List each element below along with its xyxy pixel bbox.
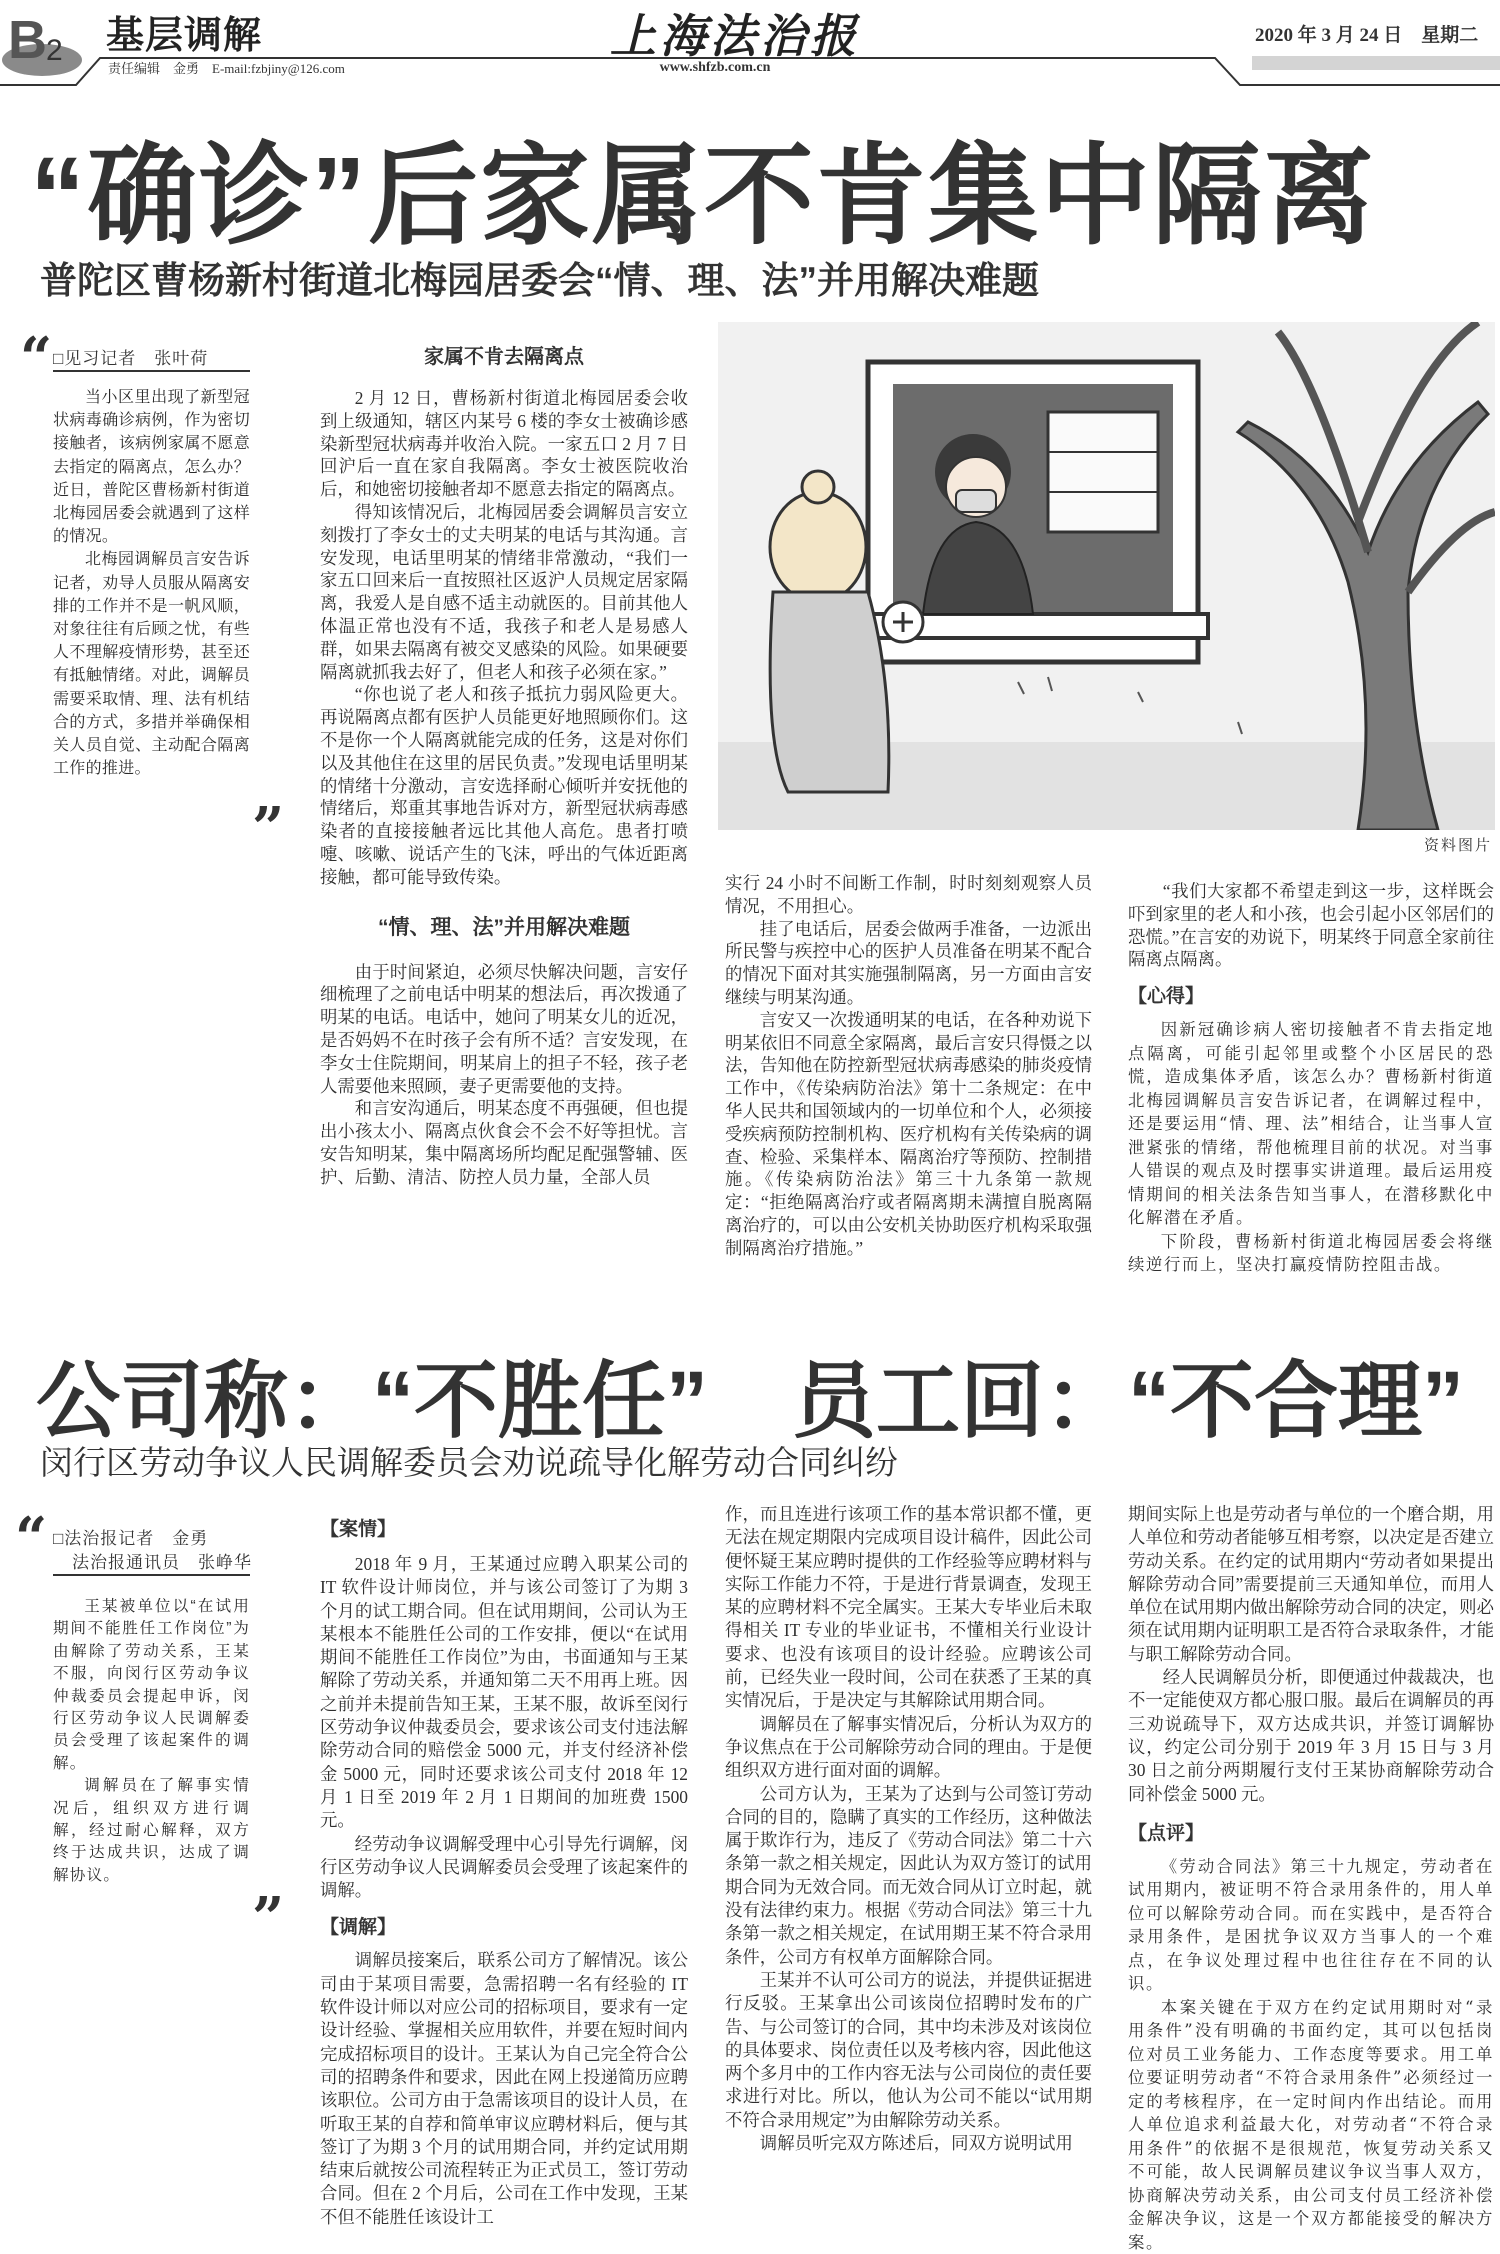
comment-paragraph: 《劳动合同法》第三十九规定，劳动者在试用期内，被证明不符合录用条件的，用人单位可以解除劳动合同。而在实践中，是否符合录用条件，是困扰争议双方当事人的一个难点，在争议处理过程中也往往存在不同的认识。 bbox=[1128, 1856, 1494, 1994]
paragraph: “我们大家都不希望走到这一步，这样既会吓到家里的老人和小孩，也会引起小区邻居们的恐慌。”在言安的劝说下，明某终于同意全家前往隔离点隔离。 bbox=[1128, 881, 1494, 970]
paragraph: 2 月 12 日，曹杨新村街道北梅园居委会收到上级通知，辖区内某号 6 楼的李女士被确诊感染新型冠状病毒并收治入院。一家五口 2 月 7 日回沪后一直在家自我隔离。李女士被医院收治后，和她密切接触者却不愿意去指定的隔离点。 bbox=[320, 388, 688, 500]
subheading-emotion-reason-law: “情、理、法”并用解决难题 bbox=[378, 915, 630, 939]
article1-column-4 bbox=[1128, 880, 1494, 1277]
paragraph: 挂了电话后，居委会做两手准备，一边派出所民警与疾控中心的医护人员准备在明某不配合的情况下面对其实施强制隔离，另一方面由言安继续与明某沟通。 bbox=[725, 918, 1092, 1007]
paragraph: 由于时间紧迫，必须尽快解决问题，言安仔细梳理了之前电话中明某的想法后，再次拨通了明某的电话。电话中，她问了明某女儿的近况，是否妈妈不在时孩子会有所不适？言安发现，在李女士住院期间，明某肩上的担子不轻，孩子老人需要他来照顾，妻子更需要他的支持。 bbox=[320, 961, 688, 1096]
article2-lead bbox=[53, 1596, 250, 1887]
article2-subtitle: 闵行区劳动争议人民调解委员会劝说疏导化解劳动合同纠纷 bbox=[40, 1444, 898, 1481]
article2-title: 公司称：“不胜任” 员工回：“不合理” bbox=[36, 1354, 1465, 1448]
paragraph: 期间实际上也是劳动者与单位的一个磨合期，用人单位和劳动者能够互相考察，以决定是否建立劳动关系。在约定的试用期内“劳动者如果提出解除劳动合同”需要提前三天通知单位，而用人单位在试用期内做出解除劳动合同的决定，则必须在试用期内证明职工是否符合录取条件，才能与职工解除劳动合同。 bbox=[1128, 1504, 1494, 1664]
svg-text:2: 2 bbox=[46, 34, 63, 67]
article2-byline-reporter: □法治报记者 金勇 bbox=[53, 1529, 209, 1548]
insight-paragraph: 因新冠确诊病人密切接触者不肯去指定地点隔离，可能引起邻里或整个小区居民的恐慌，造成集体矛盾，该怎么办？曹杨新村街道北梅园调解员言安告诉记者，在调解过程中，还是要运用“情、理、法”相结合，让当事人宣泄紧张的情绪，帮他梳理目前的状况。对当事人错误的观点及时摆事实讲道理。最后运用疫情期间的相关法条告知当事人，在潜移默化中化解潜在矛盾。 bbox=[1128, 1020, 1494, 1228]
paragraph: 调解员听完双方陈述后，同双方说明试用 bbox=[759, 2133, 1073, 2154]
paragraph: 实行 24 小时不间断工作制，时时刻刻观察人员情况，不用担心。 bbox=[725, 873, 1092, 916]
paragraph: 和言安沟通后，明某态度不再强硬，但也提出小孩太小、隔离点伙食会不会不好等担忧。言安告知明某，集中隔离场所均配足配强警辅、医护、后勤、清洁、防控人员力量，全部人员 bbox=[320, 1098, 688, 1187]
section-name: 基层调解 bbox=[106, 15, 263, 57]
comment-heading: 【点评】 bbox=[1128, 1822, 1205, 1844]
article1-lead bbox=[53, 386, 250, 780]
issue-date: 2020 年 3 月 24 日 星期二 bbox=[1255, 25, 1479, 46]
quarantine-illustration-icon bbox=[718, 322, 1495, 830]
lead-paragraph: 北梅园调解员言安告诉记者，劝导人员服从隔离安排的工作并不是一帆风顺，对象往往有后顾之忧，有些人不理解疫情形势，甚至还有抵触情绪。对此，调解员需要采取情、理、法有机结合的方式，多措并举确保相关人员自觉、主动配合隔离工作的推进。 bbox=[53, 551, 250, 778]
byline-divider bbox=[53, 370, 250, 372]
paragraph: 2018 年 9 月，王某通过应聘入职某公司的 IT 软件设计师岗位，并与该公司签订了为期 3 个月的试工期合同。但在试用期间，公司认为王某根本不能胜任公司的工作安排，便以“在试用期间不能胜任工作岗位”为由，书面通知与王某解除了劳动关系，并通知第二天不用再上班。因之前并未提前告知王某，王某不服，故诉至闵行区劳动争议仲裁委员会，要求该公司支付违法解除劳动合同的赔偿金 5000 元，并支付经济补偿金 5000 元，同时还要求该公司支付 2018 年 12 月 1 日至 2019 年 2 月 1 日期间的加班费 1500 元。 bbox=[320, 1554, 688, 1831]
comment-paragraph: 本案关键在于双方在约定试用期时对“录用条件”没有明确的书面约定，其可以包括岗位对员工业务能力、工作态度等要求。用工单位要证明劳动者“不符合录用条件”必须经过一定的考核程序，在一定时间内作出结论。而用人单位追求利益最大化，对劳动者“不符合录用条件”的依据不是很规范，恢复劳动关系又不可能，故人民调解员建议争议当事人双方，协商解决劳动关系，由公司支付员工经济补偿金解决争议，这是一个双方都能接受的解决方案。 bbox=[1128, 1997, 1494, 2252]
article2-column-2 bbox=[320, 1514, 688, 2229]
mediation-heading: 【调解】 bbox=[320, 1917, 397, 1939]
article1-column-3 bbox=[725, 872, 1092, 1260]
byline-divider bbox=[53, 1574, 250, 1576]
article2-column-3 bbox=[725, 1503, 1092, 2155]
paragraph: 经劳动争议调解受理中心引导先行调解，闵行区劳动争议人民调解委员会受理了该起案件的调解。 bbox=[320, 1833, 688, 1901]
header-rule bbox=[0, 52, 1500, 92]
open-quote-icon: “ bbox=[20, 325, 53, 391]
article1-title: “确诊”后家属不肯集中隔离 bbox=[30, 135, 1376, 258]
article2-column-4 bbox=[1128, 1503, 1494, 2254]
photo-caption: 资料图片 bbox=[1423, 837, 1492, 854]
insight-heading: 【心得】 bbox=[1128, 986, 1205, 1008]
lead-paragraph: 王某被单位以“在试用期间不能胜任工作岗位”为由解除了劳动关系，王某不服，向闵行区劳动争议仲裁委员会提起申诉，闵行区劳动争议人民调解委员会受理了该起案件的调解。 bbox=[53, 1598, 250, 1772]
subheading-family-refuses: 家属不肯去隔离点 bbox=[424, 346, 584, 368]
editor-line: 责任编辑 金勇 E-mail:fzbjiny@126.com bbox=[108, 61, 345, 76]
open-quote-icon: “ bbox=[15, 1505, 48, 1571]
case-heading: 【案情】 bbox=[320, 1519, 397, 1540]
paragraph: 得知该情况后，北梅园居委会调解员言安立刻拨打了李女士的丈夫明某的电话与其沟通。言安发现，电话里明某的情绪非常激动，“我们一家五口回来后一直按照社区返沪人员规定居家隔离，我爱人是自感不适主动就医的。目前其他人体温正常也没有不适，我孩子和老人是易感人群，如果去隔离有被交叉感染的风险。如果硬要隔离就抓我去好了，但老人和孩子必须在家。” bbox=[320, 501, 688, 682]
website-url[interactable]: www.shfzb.com.cn bbox=[659, 60, 771, 75]
paragraph: 王某并不认可公司方的说法，并提供证据进行反驳。王某拿出公司该岗位招聘时发布的广告、与公司签订的合同，其中均未涉及对该岗位的具体要求、岗位责任以及考核内容，因此他这两个多月中的工作内容无法与公司岗位的责任要求进行对比。所以，他认为公司不能以“试用期不符合录用规定”为由解除劳动关系。 bbox=[725, 1969, 1092, 2130]
lead-paragraph: 调解员在了解事实情况后，组织双方进行调解，经过耐心解释，双方终于达成共识，达成了调解协议。 bbox=[53, 1777, 250, 1884]
paragraph: 言安又一次拨通明某的电话，在各种劝说下明某依旧不同意全家隔离，最后言安只得慑之以法，告知他在防控新型冠状病毒感染的肺炎疫情工作中，《传染病防治法》第十二条规定：在中华人民共和国领域内的一切单位和个人，必须接受疾病预防控制机构、医疗机构有关传染病的调查、检验、采集样本、隔离治疗等预防、控制措施。《传染病防治法》第三十九条第一款规定：“拒绝隔离治疗或者隔离期未满擅自脱离隔离治疗的，可以由公安机关协助医疗机构采取强制隔离治疗措施。” bbox=[725, 1009, 1092, 1258]
newspaper-masthead: 上海法治报 bbox=[610, 9, 860, 63]
article2-byline-correspondent: 法治报通讯员 张峥华 bbox=[72, 1553, 252, 1572]
paragraph: 调解员接案后，联系公司方了解情况。该公司由于某项目需要，急需招聘一名有经验的 IT 软件设计师以对应公司的招标项目，要求有一定设计经验、掌握相关应用软件，并要在短时间内完成招标项目的设计。王某认为自己完全符合公司的招聘条件和要求，因此在网上投递简历应聘该职位。公司方由于急需该项目的设计人员，在听取王某的自荐和简单审议应聘材料后，便与其签订了为期 3 个月的试用期合同，并约定试用期结束后就按公司流程转正为正式员工，签订劳动合同。但在 2 个月后，公司在工作中发现，王某不但不能胜任该设计工 bbox=[320, 1950, 688, 2227]
insight-paragraph: 下阶段，曹杨新村街道北梅园居委会将继续逆行而上，坚决打赢疫情防控阻击战。 bbox=[1128, 1231, 1494, 1275]
svg-text:B: B bbox=[8, 10, 47, 70]
illustration-photo bbox=[718, 322, 1495, 830]
article1-subtitle: 普陀区曹杨新村街道北梅园居委会“情、理、法”并用解决难题 bbox=[40, 260, 1039, 301]
paragraph: “你也说了老人和孩子抵抗力弱风险更大。再说隔离点都有医护人员能更好地照顾你们。这不是你一个人隔离就能完成的任务，这是对你们以及其他住在这里的居民负责。”发现电话里明某的情绪十分激动，言安选择耐心倾听并安抚他的情绪后，郑重其事地告诉对方，新型冠状病毒感染者的直接接触者远比其他人高危。患者打喷嚏、咳嗽、说话产生的飞沫，呼出的气体近距离接触，都可能导致传染。 bbox=[320, 684, 688, 887]
article1-byline: □见习记者 张叶荷 bbox=[53, 349, 209, 368]
paragraph: 公司方认为，王某为了达到与公司签订劳动合同的目的，隐瞒了真实的工作经历，这种做法属于欺诈行为，违反了《劳动合同法》第二十六条第一款之相关规定，因此认为双方签订的试用期合同为无效合同。而无效合同从订立时起，就没有法律约束力。根据《劳动合同法》第三十九条第一款之相关规定，在试用期王某不符合录用条件，公司方有权单方面解除合同。 bbox=[725, 1783, 1092, 1967]
paragraph: 作，而且连进行该项工作的基本常识都不懂，更无法在规定期限内完成项目设计稿件，因此公司便怀疑王某应聘时提供的工作经验等应聘材料与实际工作能力不符，于是进行背景调查，发现王某的应聘材料不完全属实。王某大专毕业后未取得相关 IT 专业的毕业证书，不懂相关行业设计要求、也没有该项目的设计经验。应聘该公司前，已经失业一段时间，公司在获悉了王某的真实情况后，于是决定与其解除试用期合同。 bbox=[725, 1504, 1092, 1711]
article1-column-2 bbox=[320, 340, 688, 1189]
paragraph: 经人民调解员分析，即便通过仲裁裁决，也不一定能使双方都心服口服。最后在调解员的再三劝说疏导下，双方达成共识，并签订调解协议，约定公司分别于 2019 年 3 月 15 日与 3 月 30 日之前分两期履行支付王某协商解除劳动合同补偿金 5000 元。 bbox=[1128, 1667, 1494, 1804]
lead-paragraph: 当小区里出现了新型冠状病毒确诊病例，作为密切接触者，该病例家属不愿意去指定的隔离点，怎么办？近日，普陀区曹杨新村街道北梅园居委会就遇到了这样的情况。 bbox=[53, 389, 250, 546]
close-quote-icon: ” bbox=[252, 795, 285, 861]
close-quote-icon: ” bbox=[252, 1885, 285, 1951]
paragraph: 调解员在了解事实情况后，分析认为双方的争议焦点在于公司解除劳动合同的理由。于是便组织双方进行面对面的调解。 bbox=[725, 1713, 1092, 1781]
